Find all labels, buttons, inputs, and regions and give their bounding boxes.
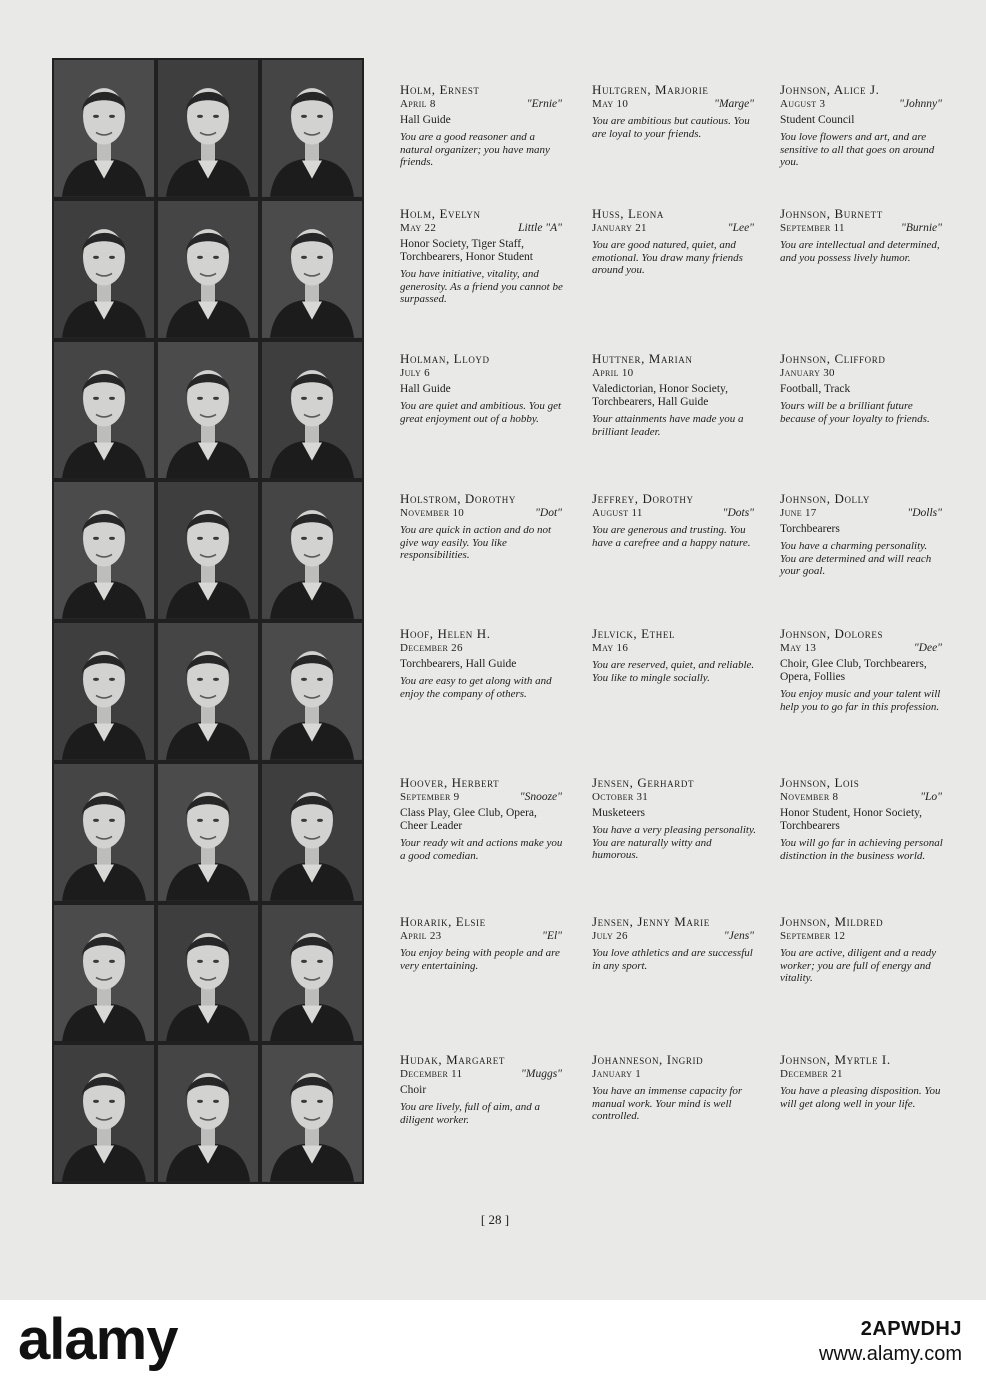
portrait-photo <box>158 623 258 760</box>
watermark-site: www.alamy.com <box>819 1343 962 1365</box>
photo-grid <box>52 58 364 1184</box>
portrait-photo <box>54 482 154 619</box>
student-entry <box>780 207 944 264</box>
student-entry <box>592 83 756 140</box>
nickname: "Lee" <box>727 222 754 234</box>
portrait-photo <box>158 342 258 479</box>
portrait-photo <box>262 764 362 901</box>
birthday-line <box>400 642 564 655</box>
student-name: Horarik, Elsie <box>400 914 486 929</box>
student-name: Johnson, Dolores <box>780 626 884 641</box>
portrait-photo <box>262 482 362 619</box>
birthday-line <box>780 1068 944 1081</box>
birthday: July 6 <box>400 367 430 379</box>
portrait-photo <box>262 623 362 760</box>
watermark-logo: alamy <box>18 1307 178 1372</box>
portrait-photo <box>262 60 362 197</box>
description: You are quick in action and do not give way easily. You like responsibilities. <box>400 524 552 561</box>
activities: Torchbearers, Hall Guide <box>400 658 517 670</box>
student-name: Johnson, Dolly <box>780 491 870 506</box>
student-name: Holm, Ernest <box>400 82 480 97</box>
birthday-line <box>592 930 756 943</box>
description: You love athletics and are successful in any sport. <box>592 947 753 972</box>
activities: Hall Guide <box>400 114 451 126</box>
nickname: "Ernie" <box>526 98 562 110</box>
activities: Honor Student, Honor Society, Torchbearers <box>780 807 923 832</box>
student-entry <box>400 352 564 425</box>
birthday: October 31 <box>592 791 649 803</box>
birthday-line <box>400 98 564 111</box>
watermark-image-id: 2APWDHJ <box>860 1318 962 1340</box>
page-number: [ 28 ] <box>480 1212 510 1227</box>
student-entry <box>592 352 756 438</box>
student-name: Jensen, Jenny Marie <box>592 914 710 929</box>
description: You are intellectual and determined, and you possess lively humor. <box>780 239 940 264</box>
student-name: Hoof, Helen H. <box>400 626 491 641</box>
student-name: Hudak, Margaret <box>400 1052 505 1067</box>
description: You are a good reasoner and a natural organizer; you have many friends. <box>400 131 550 168</box>
activities: Student Council <box>780 114 855 126</box>
student-name: Johnson, Mildred <box>780 914 884 929</box>
student-name: Hultgren, Marjorie <box>592 82 709 97</box>
student-entry <box>400 915 564 972</box>
birthday-line <box>780 930 944 943</box>
nickname: Little "A" <box>518 222 562 234</box>
student-entry <box>780 83 944 169</box>
description: You are active, diligent and a ready worker; you are full of energy and vitality. <box>780 947 937 984</box>
nickname: "El" <box>542 930 562 942</box>
student-name: Holman, Lloyd <box>400 351 490 366</box>
portrait-photo <box>158 482 258 619</box>
student-name: Johnson, Burnett <box>780 206 883 221</box>
birthday: April 23 <box>400 930 442 942</box>
birthday-line <box>592 642 756 655</box>
birthday-line <box>592 791 756 804</box>
student-name: Johnson, Alice J. <box>780 82 880 97</box>
student-name: Holstrom, Dorothy <box>400 491 516 506</box>
student-entry <box>400 207 564 306</box>
student-entry <box>592 776 756 862</box>
birthday: January 21 <box>592 222 647 234</box>
birthday-line <box>400 367 564 380</box>
nickname: "Snooze" <box>519 791 562 803</box>
description: You enjoy being with people and are very entertaining. <box>400 947 560 972</box>
birthday: August 3 <box>780 98 826 110</box>
birthday-line <box>780 98 944 111</box>
nickname: "Dolls" <box>907 507 942 519</box>
portrait-photo <box>54 764 154 901</box>
activities: Musketeers <box>592 807 646 819</box>
portrait-photo <box>54 905 154 1042</box>
nickname: "Johnny" <box>899 98 942 110</box>
portrait-photo <box>158 764 258 901</box>
student-name: Huss, Leona <box>592 206 664 221</box>
description: Your ready wit and actions make you a good comedian. <box>400 837 563 862</box>
portrait-photo <box>54 60 154 197</box>
description: Your attainments have made you a brilliant leader. <box>592 413 744 438</box>
portrait-photo <box>158 60 258 197</box>
description: You are easy to get along with and enjoy the company of others. <box>400 675 552 700</box>
student-entry <box>592 915 756 972</box>
student-name: Johanneson, Ingrid <box>592 1052 704 1067</box>
birthday: December 26 <box>400 642 463 654</box>
birthday: July 26 <box>592 930 628 942</box>
birthday-line <box>780 507 944 520</box>
birthday-line <box>400 507 564 520</box>
portrait-photo <box>54 623 154 760</box>
portrait-photo <box>54 201 154 338</box>
nickname: "Marge" <box>714 98 754 110</box>
portrait-photo <box>158 201 258 338</box>
portrait-photo <box>262 201 362 338</box>
student-name: Jensen, Gerhardt <box>592 775 695 790</box>
description: You are ambitious but cautious. You are loyal to your friends. <box>592 115 750 140</box>
nickname: "Dee" <box>913 642 942 654</box>
description: You are quiet and ambitious. You get great enjoyment out of a hobby. <box>400 400 562 425</box>
student-name: Huttner, Marian <box>592 351 693 366</box>
description: You have a charming personality. You are determined and will reach your goal. <box>780 540 932 577</box>
student-entry <box>592 627 756 684</box>
nickname: "Muggs" <box>521 1068 562 1080</box>
activities: Valedictorian, Honor Society, Torchbearers, Hall Guide <box>592 383 728 408</box>
student-name: Johnson, Clifford <box>780 351 886 366</box>
student-entry <box>400 776 564 862</box>
student-name: Johnson, Lois <box>780 775 860 790</box>
description: You have initiative, vitality, and generosity. As a friend you cannot be surpassed. <box>400 268 563 305</box>
activities: Choir, Glee Club, Torchbearers, Opera, Follies <box>780 658 927 683</box>
nickname: "Lo" <box>920 791 942 803</box>
description: You are generous and trusting. You have a carefree and a happy nature. <box>592 524 751 549</box>
description: You have a pleasing disposition. You will get along well in your life. <box>780 1085 941 1110</box>
student-entry <box>780 492 944 578</box>
student-entry <box>780 352 944 425</box>
portrait-photo <box>262 342 362 479</box>
birthday: September 9 <box>400 791 460 803</box>
portrait-photo <box>262 905 362 1042</box>
birthday-line <box>780 642 944 655</box>
birthday-line <box>780 367 944 380</box>
portrait-photo <box>262 1045 362 1182</box>
student-entry <box>400 83 564 169</box>
description: You will go far in achieving personal distinction in the business world. <box>780 837 943 862</box>
activities: Football, Track <box>780 383 851 395</box>
portrait-photo <box>158 905 258 1042</box>
activities: Honor Society, Tiger Staff, Torchbearers, Honor Student <box>400 238 534 263</box>
student-name: Holm, Evelyn <box>400 206 481 221</box>
birthday: April 10 <box>592 367 634 379</box>
birthday: November 8 <box>780 791 839 803</box>
birthday-line <box>592 507 756 520</box>
nickname: "Dots" <box>722 507 754 519</box>
activities: Torchbearers <box>780 523 840 535</box>
birthday: December 21 <box>780 1068 843 1080</box>
birthday: May 16 <box>592 642 629 654</box>
student-entry <box>592 207 756 277</box>
student-entry <box>780 1053 944 1110</box>
portrait-photo <box>54 1045 154 1182</box>
birthday: January 1 <box>592 1068 642 1080</box>
birthday-line <box>400 1068 564 1081</box>
student-entry <box>400 1053 564 1126</box>
activities: Class Play, Glee Club, Opera, Cheer Leader <box>400 807 537 832</box>
birthday-line <box>400 930 564 943</box>
birthday-line <box>400 791 564 804</box>
portrait-photo <box>54 342 154 479</box>
activities: Choir <box>400 1084 427 1096</box>
description: You love flowers and art, and are sensitive to all that goes on around you. <box>780 131 935 168</box>
nickname: "Jens" <box>723 930 754 942</box>
student-entry <box>592 492 756 549</box>
student-name: Jeffrey, Dorothy <box>592 491 694 506</box>
birthday-line <box>592 98 756 111</box>
student-name: Johnson, Myrtle I. <box>780 1052 891 1067</box>
student-name: Hoover, Herbert <box>400 775 500 790</box>
birthday-line <box>780 222 944 235</box>
birthday: November 10 <box>400 507 465 519</box>
watermark-info <box>819 1318 962 1366</box>
birthday-line <box>592 367 756 380</box>
student-entry <box>400 627 564 700</box>
birthday-line <box>400 222 564 235</box>
birthday: May 10 <box>592 98 629 110</box>
activities: Hall Guide <box>400 383 451 395</box>
nickname: "Burnie" <box>901 222 942 234</box>
birthday: September 12 <box>780 930 846 942</box>
birthday: April 8 <box>400 98 436 110</box>
student-entry <box>592 1053 756 1123</box>
description: You have an immense capacity for manual work. Your mind is well controlled. <box>592 1085 743 1122</box>
description: Yours will be a brilliant future because of your loyalty to friends. <box>780 400 930 425</box>
birthday: December 11 <box>400 1068 463 1080</box>
birthday-line <box>592 1068 756 1081</box>
portrait-photo <box>158 1045 258 1182</box>
student-name: Jelvick, Ethel <box>592 626 676 641</box>
birthday: September 11 <box>780 222 845 234</box>
description: You have a very pleasing personality. You are naturally witty and humorous. <box>592 824 756 861</box>
birthday: August 11 <box>592 507 643 519</box>
description: You are reserved, quiet, and reliable. You like to mingle socially. <box>592 659 755 684</box>
watermark-bar <box>0 1300 986 1390</box>
birthday-line <box>780 791 944 804</box>
nickname: "Dot" <box>535 507 562 519</box>
birthday: May 13 <box>780 642 817 654</box>
description: You are good natured, quiet, and emotional. You draw many friends around you. <box>592 239 743 276</box>
student-entry <box>780 627 944 713</box>
birthday-line <box>592 222 756 235</box>
description: You enjoy music and your talent will help you to go far in this profession. <box>780 688 941 713</box>
birthday: January 30 <box>780 367 835 379</box>
student-entry <box>780 776 944 862</box>
student-entry <box>780 915 944 985</box>
birthday: May 22 <box>400 222 437 234</box>
birthday: June 17 <box>780 507 817 519</box>
description: You are lively, full of aim, and a diligent worker. <box>400 1101 541 1126</box>
student-entry <box>400 492 564 562</box>
